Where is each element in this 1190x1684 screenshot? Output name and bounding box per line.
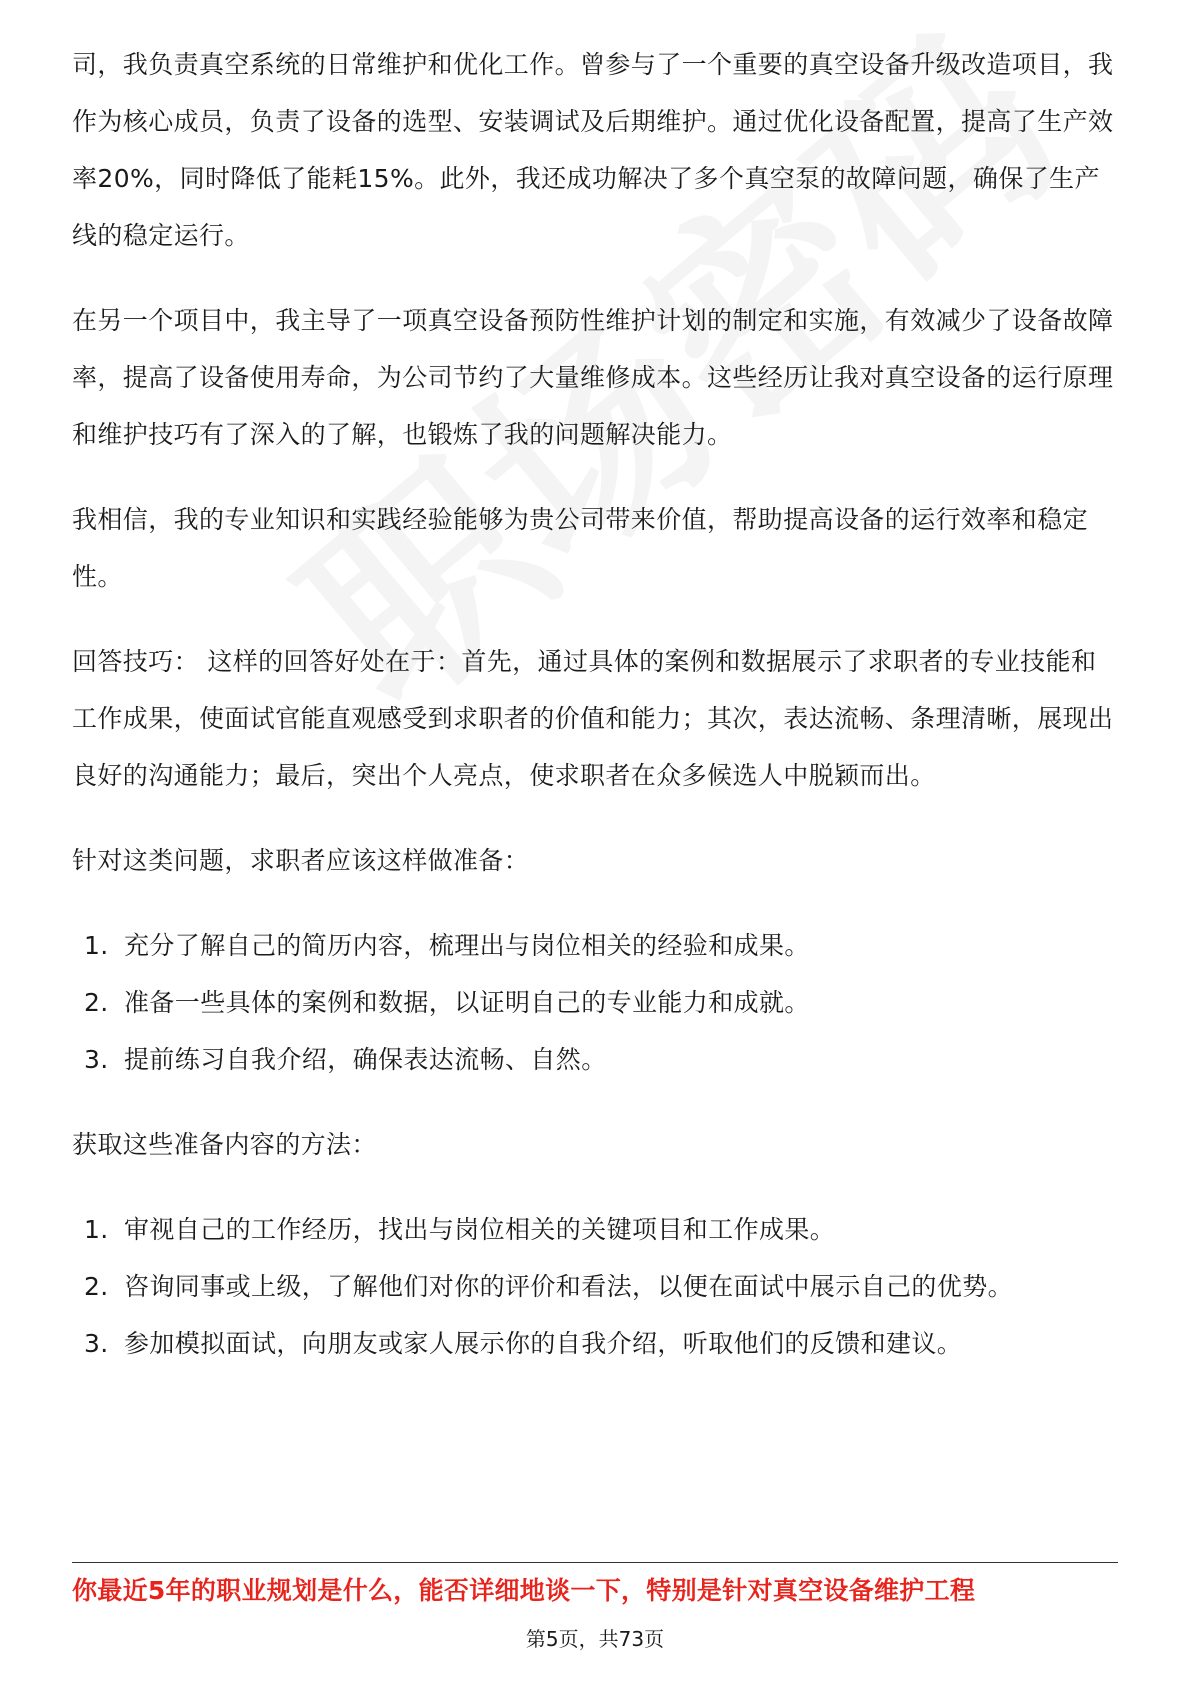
list-number: 2.	[84, 1272, 109, 1301]
next-question-title: 你最近5年的职业规划是什么，能否详细地谈一下，特别是针对真空设备维护工程	[72, 1576, 976, 1605]
list-number: 2.	[84, 988, 109, 1017]
list-item	[72, 974, 1118, 1031]
list-number: 3.	[84, 1329, 109, 1358]
list-text: 提前练习自我介绍，确保表达流畅、自然。	[124, 1045, 607, 1074]
prep-steps-list	[72, 917, 1118, 1088]
paragraph-project: 在另一个项目中，我主导了一项真空设备预防性维护计划的制定和实施，有效减少了设备故障率，提高了设备使用寿命，为公司节约了大量维修成本。这些经历让我对真空设备的运行原理和维护技巧有了深入的了解，也锻炼了我的问题解决能力。	[72, 306, 1114, 449]
list-item	[72, 1258, 1118, 1315]
list-item	[72, 917, 1118, 974]
paragraph-belief: 我相信，我的专业知识和实践经验能够为贵公司带来价值，帮助提高设备的运行效率和稳定性。	[72, 505, 1089, 591]
page-content	[72, 36, 1118, 1400]
list-number: 1.	[84, 1215, 109, 1244]
paragraph-methods-heading: 获取这些准备内容的方法：	[72, 1130, 377, 1159]
list-number: 1.	[84, 931, 109, 960]
list-item	[72, 1031, 1118, 1088]
method-steps-list	[72, 1201, 1118, 1372]
list-item	[72, 1315, 1118, 1372]
list-text: 咨询同事或上级，了解他们对你的评价和看法，以便在面试中展示自己的优势。	[124, 1272, 1014, 1301]
list-text: 参加模拟面试，向朋友或家人展示你的自我介绍，听取他们的反馈和建议。	[124, 1329, 963, 1358]
list-text: 准备一些具体的案例和数据，以证明自己的专业能力和成就。	[124, 988, 810, 1017]
page-number: 第5页，共73页	[525, 1627, 665, 1651]
list-text: 充分了解自己的简历内容，梳理出与岗位相关的经验和成果。	[124, 931, 810, 960]
list-text: 审视自己的工作经历，找出与岗位相关的关键项目和工作成果。	[124, 1215, 836, 1244]
list-number: 3.	[84, 1045, 109, 1074]
paragraph-answer-tips: 回答技巧： 这样的回答好处在于：首先，通过具体的案例和数据展示了求职者的专业技能和工作成果，使面试官能直观感受到求职者的价值和能力；其次，表达流畅、条理清晰，展现出良好的沟通能力；最后，突出个人亮点，使求职者在众多候选人中脱颖而出。	[72, 647, 1114, 790]
paragraph-prep-heading: 针对这类问题，求职者应该这样做准备：	[72, 846, 530, 875]
paragraph-experience: 司，我负责真空系统的日常维护和优化工作。曾参与了一个重要的真空设备升级改造项目，我作为核心成员，负责了设备的选型、安装调试及后期维护。通过优化设备配置，提高了生产效率20%，同时降低了能耗15%。此外，我还成功解决了多个真空泵的故障问题，确保了生产线的稳定运行。	[72, 50, 1114, 250]
list-item	[72, 1201, 1118, 1258]
footer-divider	[72, 1562, 1118, 1563]
